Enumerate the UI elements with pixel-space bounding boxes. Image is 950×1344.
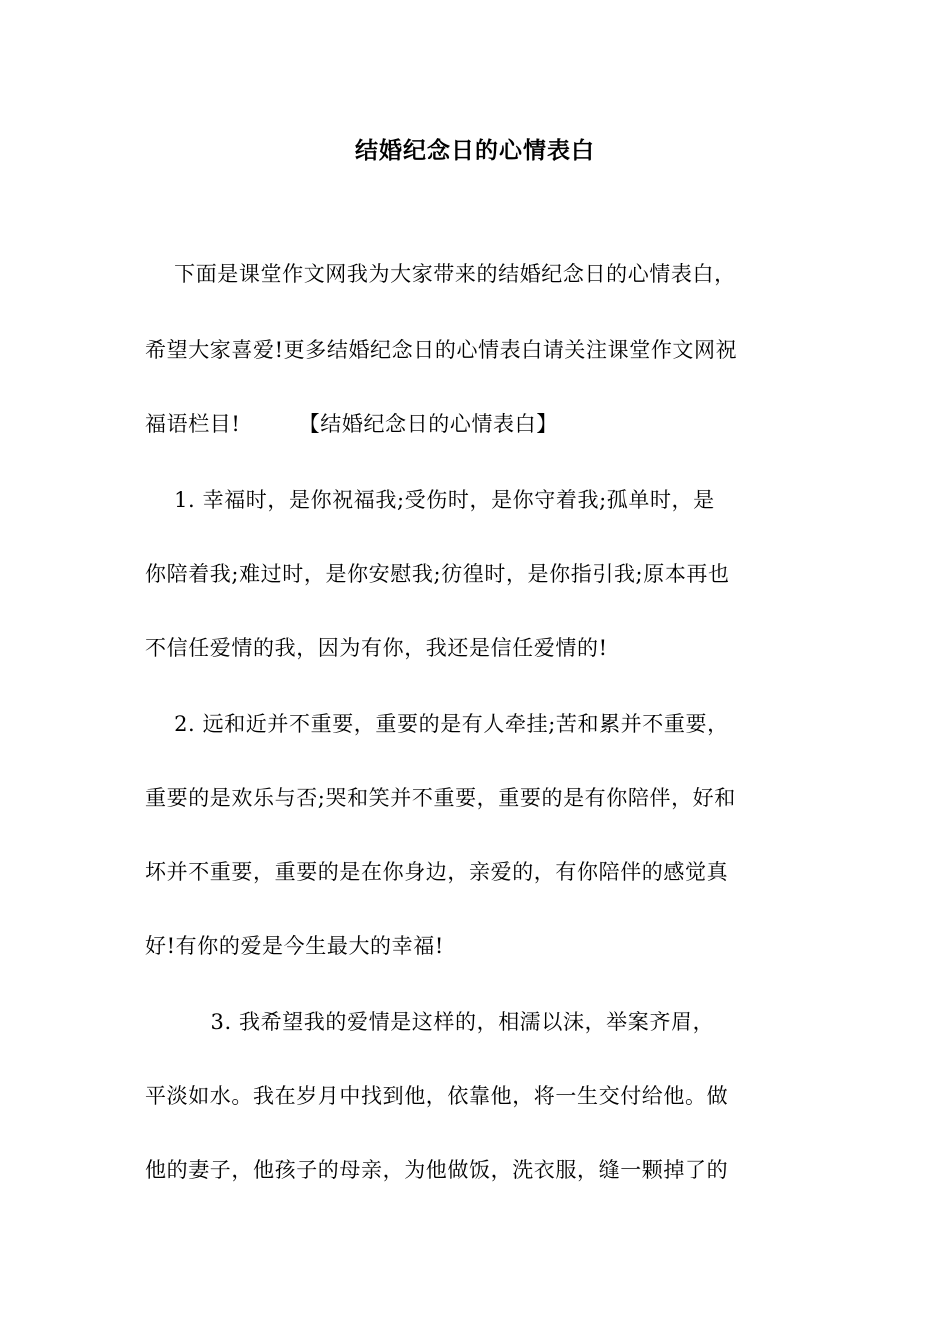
- body-line-5: 你陪着我;难过时，是你安慰我;彷徨时，是你指引我;原本再也: [145, 562, 730, 586]
- body-line-1: 下面是课堂作文网我为大家带来的结婚纪念日的心情表白，: [145, 262, 736, 286]
- body-line-2: 希望大家喜爱!更多结婚纪念日的心情表白请关注课堂作文网祝: [145, 338, 738, 362]
- body-line-7: 2. 远和近并不重要，重要的是有人牵挂;苦和累并不重要，: [145, 712, 729, 736]
- document-title: 结婚纪念日的心情表白: [355, 137, 595, 164]
- body-line-12: 平淡如水。我在岁月中找到他，依靠他，将一生交付给他。做: [145, 1084, 729, 1108]
- body-line-8: 重要的是欢乐与否;哭和笑并不重要，重要的是有你陪伴，好和: [145, 786, 736, 810]
- body-line-13: 他的妻子，他孩子的母亲，为他做饭，洗衣服，缝一颗掉了的: [145, 1158, 729, 1182]
- body-line-4: 1. 幸福时，是你祝福我;受伤时，是你守着我;孤单时，是: [145, 488, 715, 512]
- body-line-11: 3. 我希望我的爱情是这样的，相濡以沫，举案齐眉，: [145, 1010, 715, 1034]
- body-line-9: 坏并不重要，重要的是在你身边，亲爱的，有你陪伴的感觉真: [145, 860, 729, 884]
- body-line-10: 好!有你的爱是今生最大的幸福!: [145, 934, 444, 958]
- body-line-6: 不信任爱情的我，因为有你，我还是信任爱情的!: [145, 636, 608, 660]
- body-line-3: 福语栏目! 【结婚纪念日的心情表白】: [145, 412, 558, 436]
